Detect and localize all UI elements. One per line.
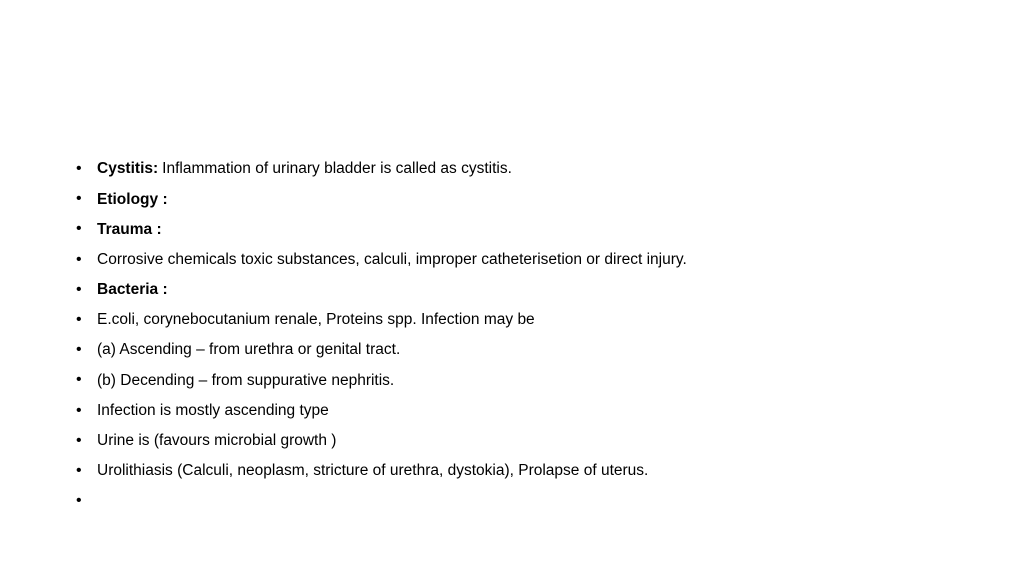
bullet-item-urine [76,426,687,456]
bullet-text: Urolithiasis (Calculi, neoplasm, stricture of urethra, dystokia), Prolapse of uterus. [97,462,649,480]
bullet-term: Bacteria : [97,281,168,299]
bullet-text: (a) Ascending – from urethra or genital tract. [97,341,401,359]
bullet-text: (b) Decending – from suppurative nephritis. [97,371,395,389]
bullet-item-bacteria-species [76,305,687,335]
bullet-dot: • [76,250,82,268]
bullet-item-trauma-causes [76,245,687,275]
bullet-dot: • [76,220,82,238]
bullet-item-cystitis [76,154,687,184]
bullet-dot: • [76,401,82,419]
bullet-dot: • [76,190,82,208]
bullet-text: E.coli, corynebocutanium renale, Proteins spp. Infection may be [97,311,535,329]
bullet-item-bacteria [76,275,687,305]
bullet-dot: • [76,311,82,329]
bullet-text: Urine is (favours microbial growth ) [97,432,337,450]
bullet-item-urolithiasis [76,456,687,486]
bullet-dot: • [76,280,82,298]
bullet-dot: • [76,341,82,359]
bullet-dot: • [76,160,82,178]
bullet-item-trauma [76,214,687,244]
bullet-dot: • [76,492,82,510]
bullet-item-ascending-type [76,396,687,426]
bullet-item-empty [76,486,687,516]
bullet-dot: • [76,431,82,449]
bullet-list [76,154,687,516]
bullet-item-ascending [76,335,687,365]
bullet-dot: • [76,371,82,389]
bullet-text: Inflammation of urinary bladder is called as cystitis. [162,160,512,178]
bullet-dot: • [76,461,82,479]
bullet-term: Etiology : [97,190,168,208]
bullet-item-etiology [76,184,687,214]
bullet-item-descending [76,365,687,395]
bullet-text: Corrosive chemicals toxic substances, calculi, improper catheterisetion or direct injury. [97,250,687,268]
bullet-text: Infection is mostly ascending type [97,401,329,419]
bullet-term: Cystitis: [97,160,159,178]
bullet-term: Trauma : [97,220,162,238]
